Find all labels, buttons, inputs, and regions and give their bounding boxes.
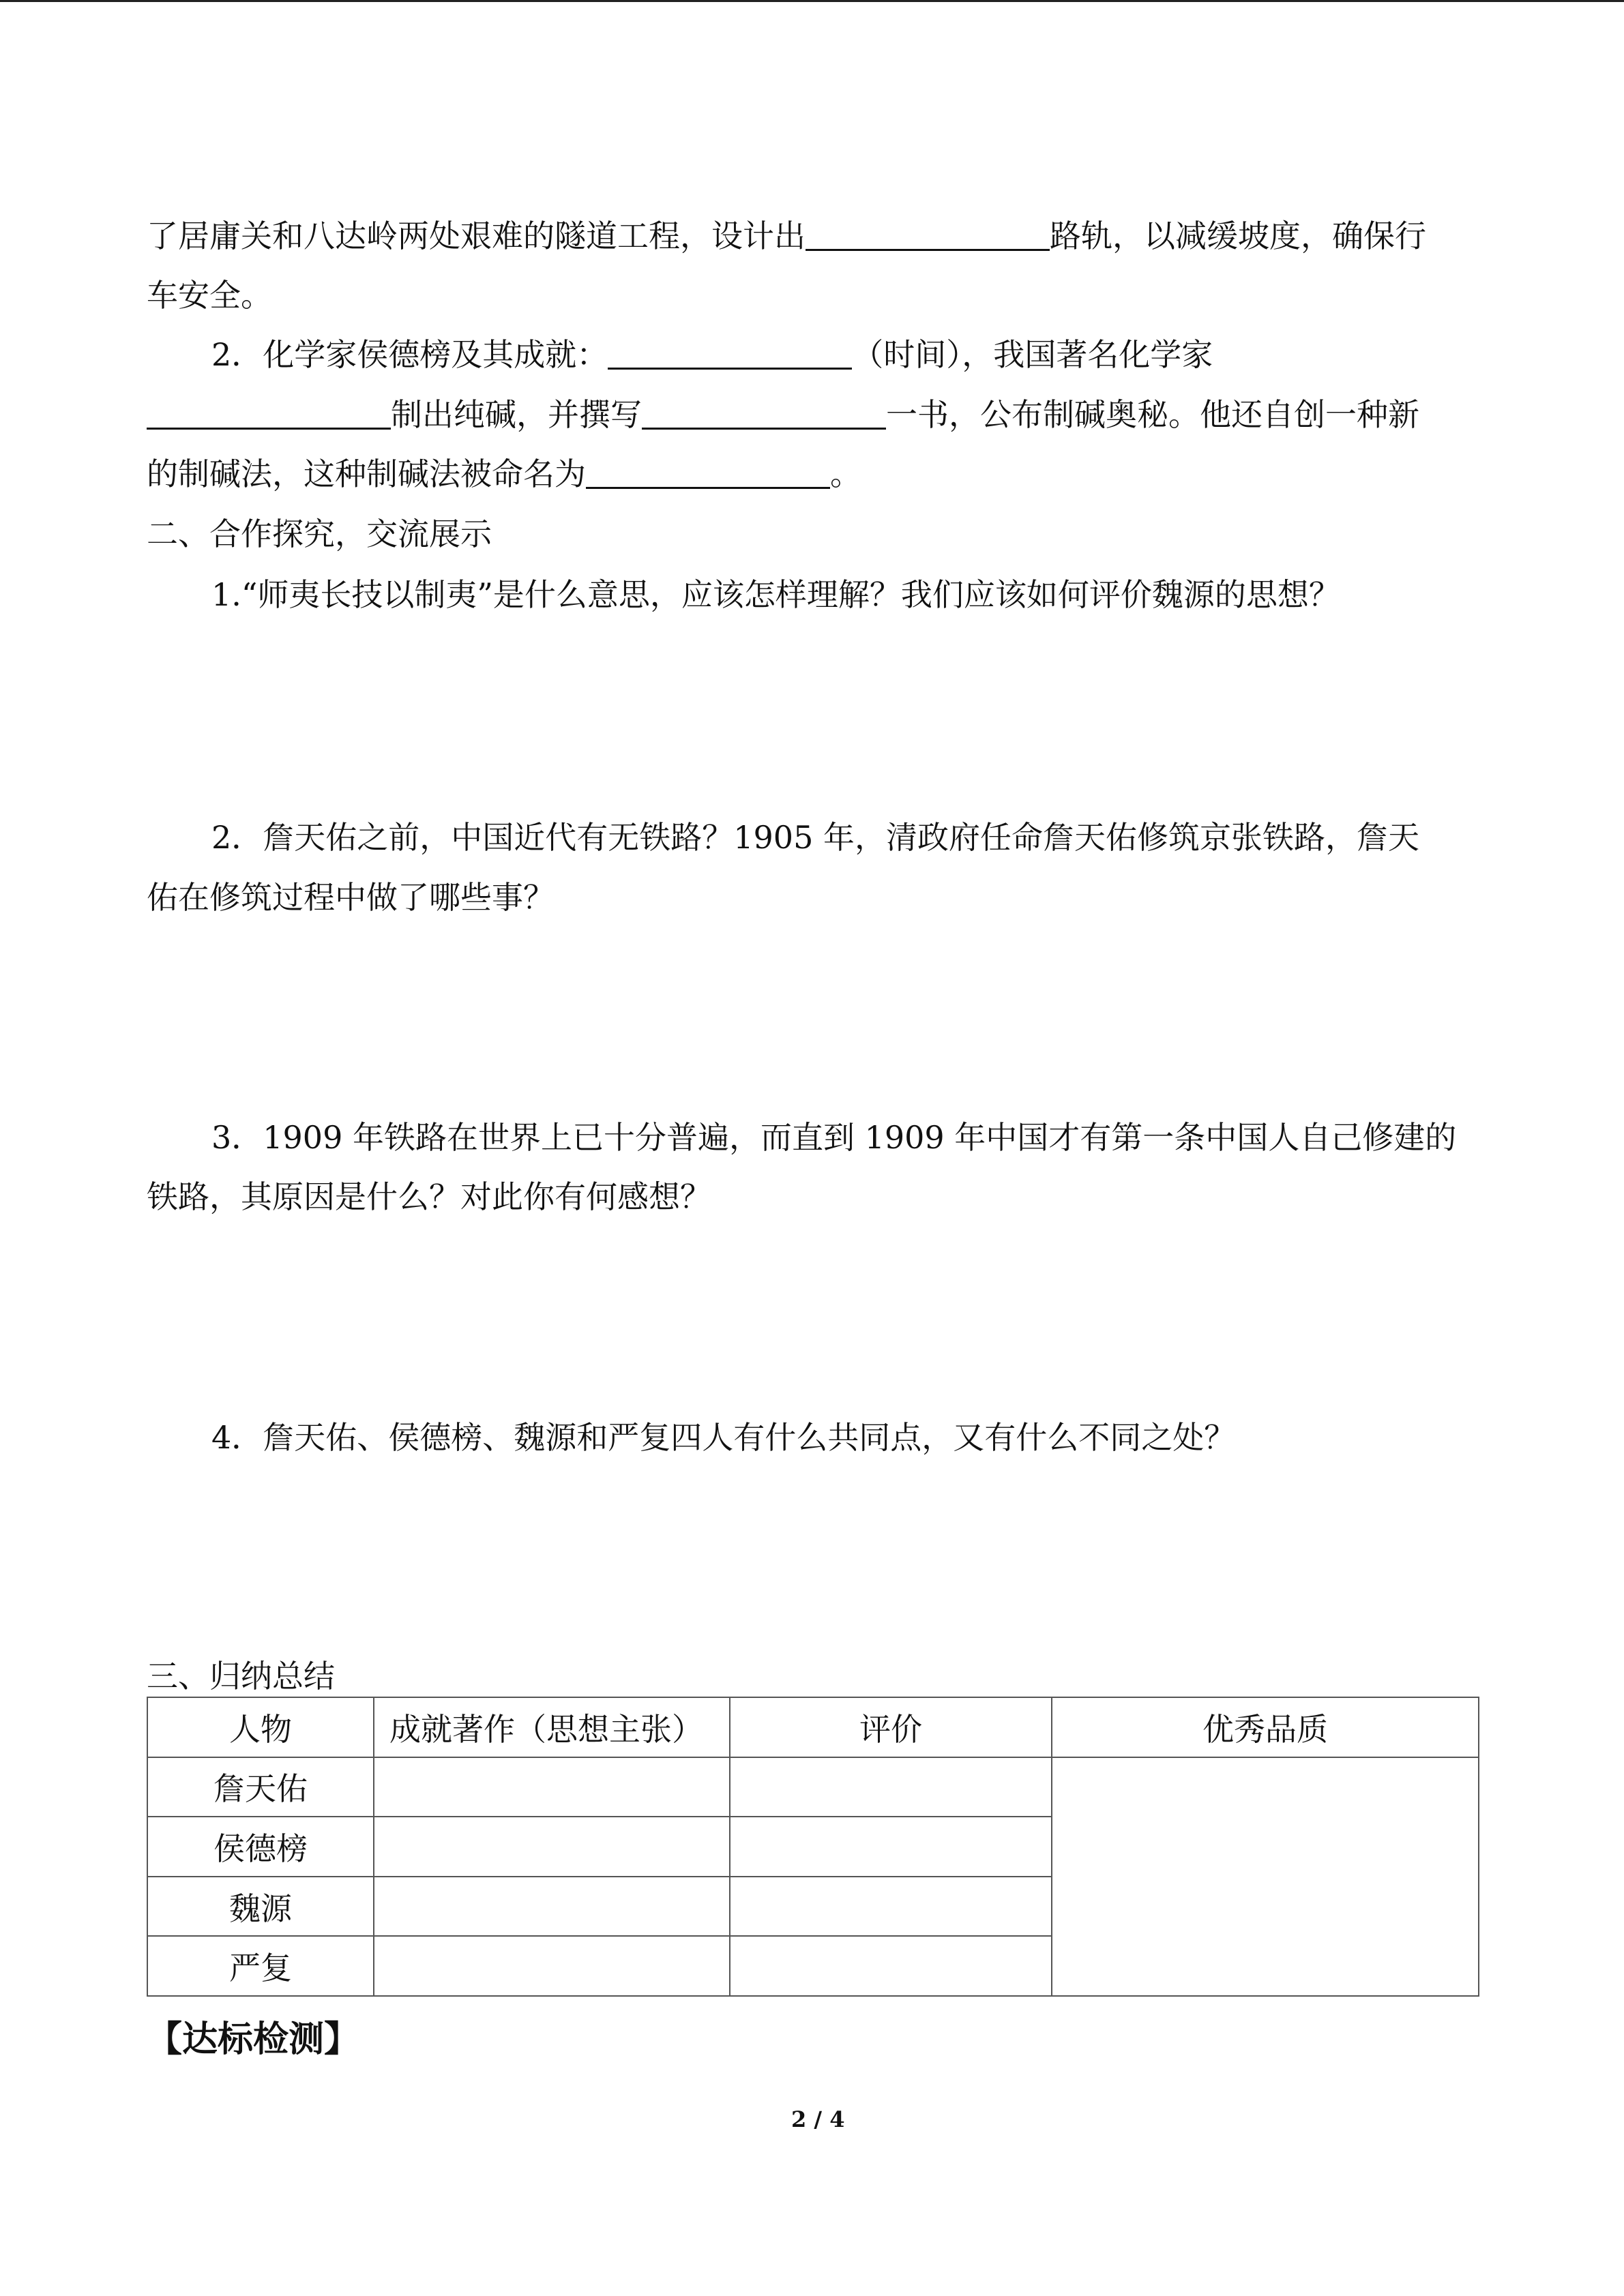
qualities-cell[interactable] bbox=[1052, 1757, 1479, 1996]
achievement-cell[interactable] bbox=[374, 1817, 730, 1877]
person-cell: 严复 bbox=[147, 1936, 374, 1996]
discussion-question-3-line-1: 3．1909 年铁路在世界上已十分普遍，而直到 1909 年中国才有第一条中国人自己修建的 bbox=[211, 1119, 1457, 1156]
summary-table bbox=[147, 1697, 1479, 1997]
fill-question-2-line-1 bbox=[211, 336, 1213, 374]
fill-question-2-line-2 bbox=[147, 396, 1419, 434]
text-segment: 路轨，以减缓坡度，确保行 bbox=[1050, 218, 1426, 254]
evaluation-cell[interactable] bbox=[730, 1757, 1052, 1817]
text-segment: 车安全。 bbox=[147, 277, 272, 314]
discussion-question-3-line-2: 铁路，其原因是什么？对此你有何感想？ bbox=[147, 1178, 711, 1215]
text-segment: 一书，公布制碱奥秘。他还自创一种新 bbox=[886, 396, 1419, 433]
discussion-question-4: 4．詹天佑、侯德榜、魏源和严复四人有什么共同点，又有什么不同之处？ bbox=[211, 1419, 1236, 1456]
table-header-row bbox=[147, 1697, 1479, 1757]
answer-blank[interactable] bbox=[586, 460, 830, 489]
discussion-question-1: 1.“师夷长技以制夷”是什么意思，应该怎样理解？我们应该如何评价魏源的思想？ bbox=[211, 576, 1340, 613]
header-achievements: 成就著作（思想主张） bbox=[374, 1697, 730, 1757]
person-cell: 詹天佑 bbox=[147, 1757, 374, 1817]
header-evaluation: 评价 bbox=[730, 1697, 1052, 1757]
section-4-heading: 【达标检测】 bbox=[147, 2018, 360, 2060]
fill-line-1 bbox=[147, 217, 1426, 255]
fill-line-2 bbox=[147, 276, 272, 314]
text-segment: 制出纯碱，并撰写 bbox=[391, 396, 642, 433]
person-cell: 魏源 bbox=[147, 1877, 374, 1937]
evaluation-cell[interactable] bbox=[730, 1817, 1052, 1877]
header-person: 人物 bbox=[147, 1697, 374, 1757]
header-qualities: 优秀品质 bbox=[1052, 1697, 1479, 1757]
table-row bbox=[147, 1757, 1479, 1817]
discussion-question-2-line-2: 佑在修筑过程中做了哪些事？ bbox=[147, 879, 555, 916]
page-number: 2 / 4 bbox=[791, 2106, 845, 2132]
achievement-cell[interactable] bbox=[374, 1757, 730, 1817]
section-2-heading: 二、合作探究，交流展示 bbox=[147, 516, 492, 552]
answer-blank[interactable] bbox=[806, 222, 1050, 251]
text-segment: 的制碱法，这种制碱法被命名为 bbox=[147, 456, 586, 492]
section-3-heading: 三、归纳总结 bbox=[147, 1658, 335, 1695]
achievement-cell[interactable] bbox=[374, 1877, 730, 1937]
text-segment: 。 bbox=[830, 456, 861, 492]
answer-blank[interactable] bbox=[642, 400, 886, 430]
page-top-border bbox=[0, 0, 1624, 2]
evaluation-cell[interactable] bbox=[730, 1936, 1052, 1996]
answer-blank[interactable] bbox=[608, 340, 852, 370]
text-segment: 2．化学家侯德榜及其成就： bbox=[211, 336, 608, 373]
text-segment: （时间），我国著名化学家 bbox=[852, 336, 1213, 373]
evaluation-cell[interactable] bbox=[730, 1877, 1052, 1937]
achievement-cell[interactable] bbox=[374, 1936, 730, 1996]
discussion-question-2-line-1: 2．詹天佑之前，中国近代有无铁路？1905 年，清政府任命詹天佑修筑京张铁路，詹天 bbox=[211, 819, 1419, 856]
fill-question-2-line-3 bbox=[147, 455, 861, 493]
answer-blank[interactable] bbox=[147, 400, 391, 430]
text-segment: 了居庸关和八达岭两处艰难的隧道工程，设计出 bbox=[147, 218, 806, 254]
person-cell: 侯德榜 bbox=[147, 1817, 374, 1877]
